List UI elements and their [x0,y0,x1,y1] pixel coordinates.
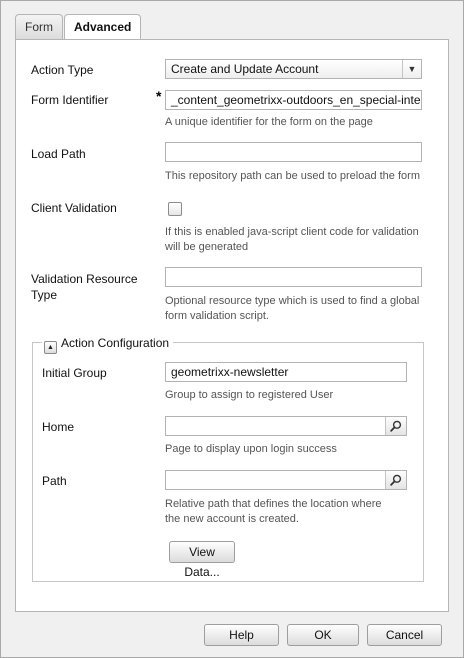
tab-advanced[interactable]: Advanced [64,14,141,40]
chevron-down-icon[interactable]: ▼ [402,60,421,78]
client-validation-checkbox[interactable] [168,202,182,216]
validation-resource-type-help-line1: Optional resource type which is used to find a global [165,295,420,307]
home-label: Home [42,420,75,434]
validation-resource-type-input[interactable] [165,267,422,287]
form-identifier-help: A unique identifier for the form on the page [165,116,373,128]
tab-form[interactable]: Form [15,14,63,39]
load-path-input[interactable] [165,142,422,162]
client-validation-help-line2: will be generated [165,241,249,253]
path-search-trigger[interactable] [385,471,406,489]
path-input[interactable] [165,470,407,490]
path-help-line2: the new account is created. [165,513,299,525]
form-identifier-input[interactable]: _content_geometrixx-outdoors_en_special-inte [165,90,422,110]
cancel-button[interactable]: Cancel [367,624,442,646]
home-input[interactable] [165,416,407,436]
home-search-trigger[interactable] [385,417,406,435]
path-help-line1: Relative path that defines the location where [165,498,382,510]
advanced-panel [15,39,449,612]
validation-resource-type-label-line2: Type [31,288,58,302]
client-validation-label: Client Validation [31,201,117,215]
initial-group-input[interactable]: geometrixx-newsletter [165,362,407,382]
action-type-select[interactable] [165,59,422,79]
action-type-value: Create and Update Account [171,62,319,76]
required-marker: * [156,88,162,104]
ok-button[interactable]: OK [287,624,359,646]
search-icon [390,474,402,486]
path-label: Path [42,474,67,488]
view-data-button[interactable]: View Data... [169,541,235,563]
validation-resource-type-help-line2: form validation script. [165,310,269,322]
client-validation-help-line1: If this is enabled java-script client code for validation [165,226,419,238]
load-path-label: Load Path [31,147,86,161]
action-configuration-title: Action Configuration [61,336,170,350]
home-help: Page to display upon login success [165,443,337,455]
initial-group-help: Group to assign to registered User [165,389,334,401]
action-configuration-legend [42,335,173,351]
collapse-icon[interactable]: ▲ [44,341,57,354]
help-button[interactable]: Help [204,624,279,646]
search-icon [390,420,402,432]
load-path-help: This repository path can be used to preload the form [165,170,420,182]
form-identifier-label: Form Identifier [31,93,109,107]
initial-group-label: Initial Group [42,366,107,380]
action-type-label: Action Type [31,63,94,77]
validation-resource-type-label-line1: Validation Resource [31,272,138,286]
